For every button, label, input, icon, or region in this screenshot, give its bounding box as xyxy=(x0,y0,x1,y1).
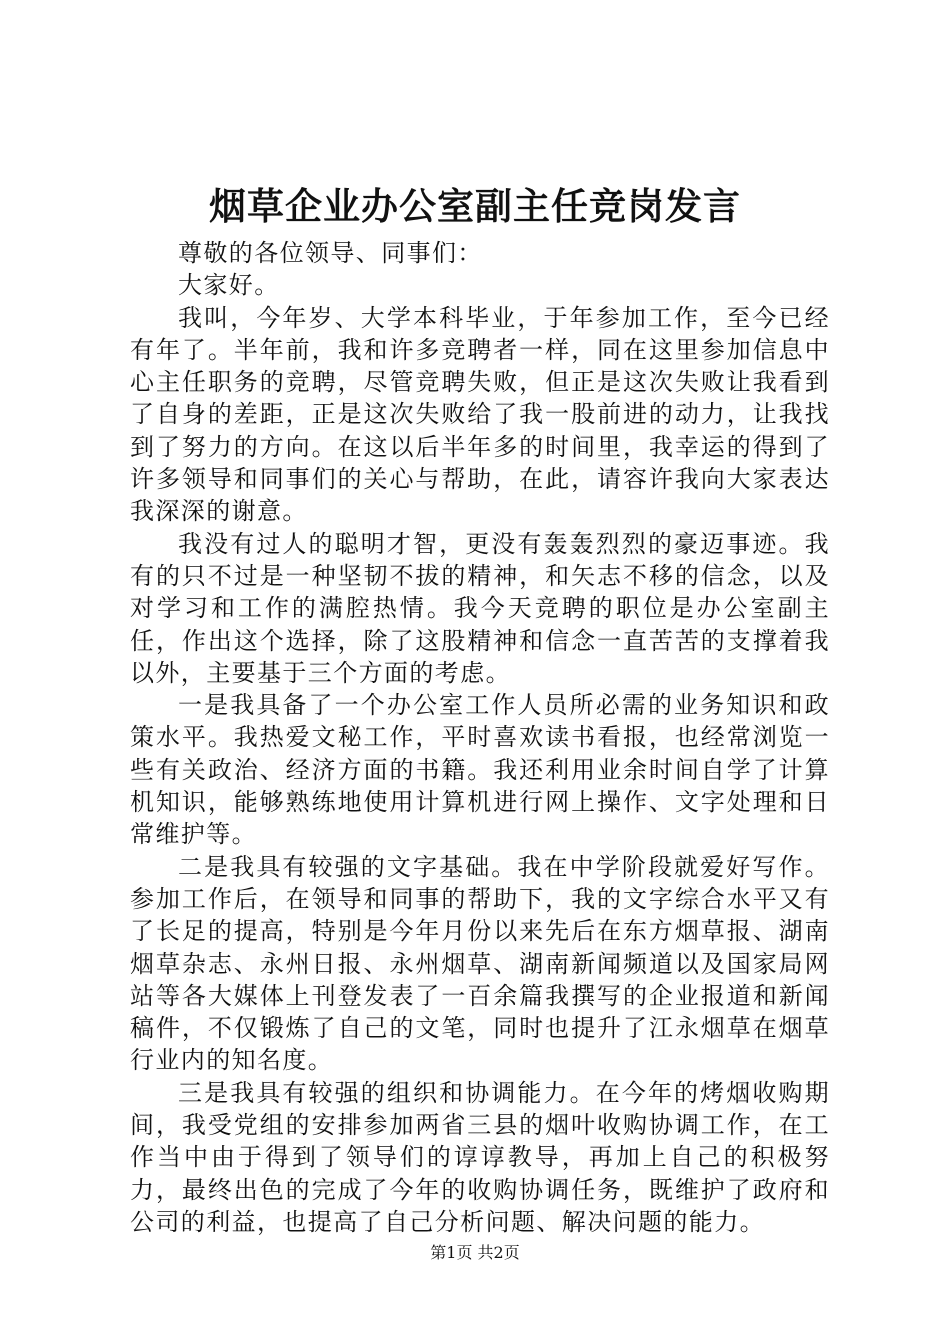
greeting-paragraph: 大家好。 xyxy=(178,271,280,300)
motivation-paragraph: 我没有过人的聪明才智，更没有轰轰烈烈的豪迈事迹。我有的只不过是一种坚韧不拔的精神，和矢志不移的信念，以及对学习和工作的满腔热情。我今天竞聘的职位是办公室副主任，作出这个选择，除了这股精神和信念一直苦苦的支撑着我以外，主要基于三个方面的考虑。 xyxy=(130,529,830,687)
document-body xyxy=(130,237,830,1238)
reason-two-paragraph: 二是我具有较强的文字基础。我在中学阶段就爱好写作。参加工作后，在领导和同事的帮助下，我的文字综合水平又有了长足的提高，特别是今年月份以来先后在东方烟草报、湖南烟草杂志、永州日报、永州烟草、湖南新闻频道以及国家局网站等各大媒体上刊登发表了一百余篇我撰写的企业报道和新闻稿件，不仅锻炼了自己的文笔，同时也提升了江永烟草在烟草行业内的知名度。 xyxy=(130,852,830,1075)
reason-three-paragraph: 三是我具有较强的组织和协调能力。在今年的烤烟收购期间，我受党组的安排参加两省三县的烟叶收购协调工作，在工作当中由于得到了领导们的谆谆教导，再加上自己的积极努力，最终出色的完成了今年的收购协调任务，既维护了政府和公司的利益，也提高了自己分析问题、解决问题的能力。 xyxy=(130,1078,830,1236)
reason-one-paragraph: 一是我具备了一个办公室工作人员所必需的业务知识和政策水平。我热爱文秘工作，平时喜欢读书看报，也经常浏览一些有关政治、经济方面的书籍。我还利用业余时间自学了计算机知识，能够熟练地使用计算机进行网上操作、文字处理和日常维护等。 xyxy=(130,691,830,849)
introduction-paragraph: 我叫，今年岁、大学本科毕业，于年参加工作，至今已经有年了。半年前，我和许多竞聘者一样，同在这里参加信息中心主任职务的竞聘，尽管竞聘失败，但正是这次失败让我看到了自身的差距，正是这次失败给了我一股前进的动力，让我找到了努力的方向。在这以后半年多的时间里，我幸运的得到了许多领导和同事们的关心与帮助，在此，请容许我向大家表达我深深的谢意。 xyxy=(130,303,830,526)
page-number-footer: 第1页 共2页 xyxy=(430,1243,520,1262)
document-title: 烟草企业办公室副主任竞岗发言 xyxy=(209,184,741,228)
salutation-paragraph: 尊敬的各位领导、同事们： xyxy=(178,239,483,267)
